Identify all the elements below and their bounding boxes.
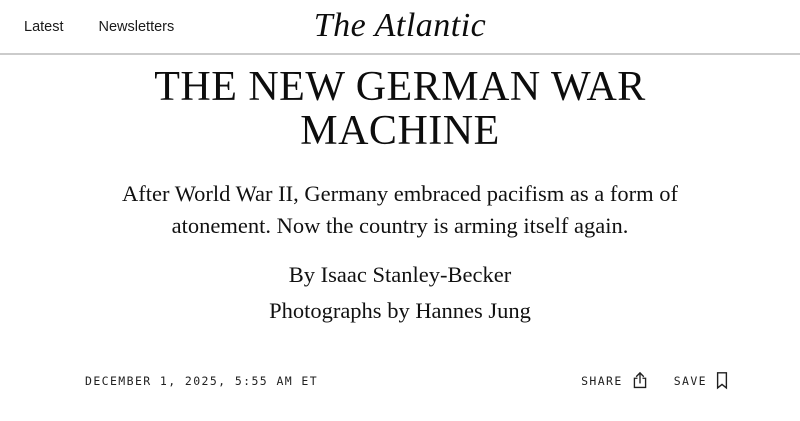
byline-photographer: Photographs by Hannes Jung: [269, 298, 531, 324]
dek-line-2: atonement. Now the country is arming itself again.: [171, 212, 629, 238]
nav-item-newsletters[interactable]: Newsletters: [98, 18, 175, 35]
share-button-label: SHARE: [581, 373, 623, 388]
article-title: [0, 66, 800, 153]
share-up-arrow-icon: [631, 371, 649, 390]
article-dek: [0, 178, 800, 241]
dek-line-1: After World War II, Germany embraced pacifism as a form of: [122, 181, 678, 207]
bookmark-icon: [715, 371, 729, 390]
share-button[interactable]: [581, 371, 649, 390]
article-actions: [581, 371, 729, 390]
nav-item-latest[interactable]: Latest: [24, 18, 64, 35]
byline-author: By Isaac Stanley-Becker: [288, 262, 512, 288]
title-line-2: MACHINE: [300, 107, 500, 154]
article-header: [0, 66, 800, 390]
top-nav: [0, 0, 800, 55]
atlantic-logo[interactable]: The Atlantic: [313, 6, 487, 44]
title-line-1: THE NEW GERMAN WAR: [154, 64, 646, 110]
nav-links: [24, 0, 174, 53]
article-timestamp: DECEMBER 1, 2025, 5:55 AM ET: [85, 373, 319, 388]
article-byline: [0, 257, 800, 329]
save-button-label: SAVE: [673, 373, 707, 388]
save-button[interactable]: [674, 371, 729, 390]
article-meta-row: [0, 371, 800, 390]
